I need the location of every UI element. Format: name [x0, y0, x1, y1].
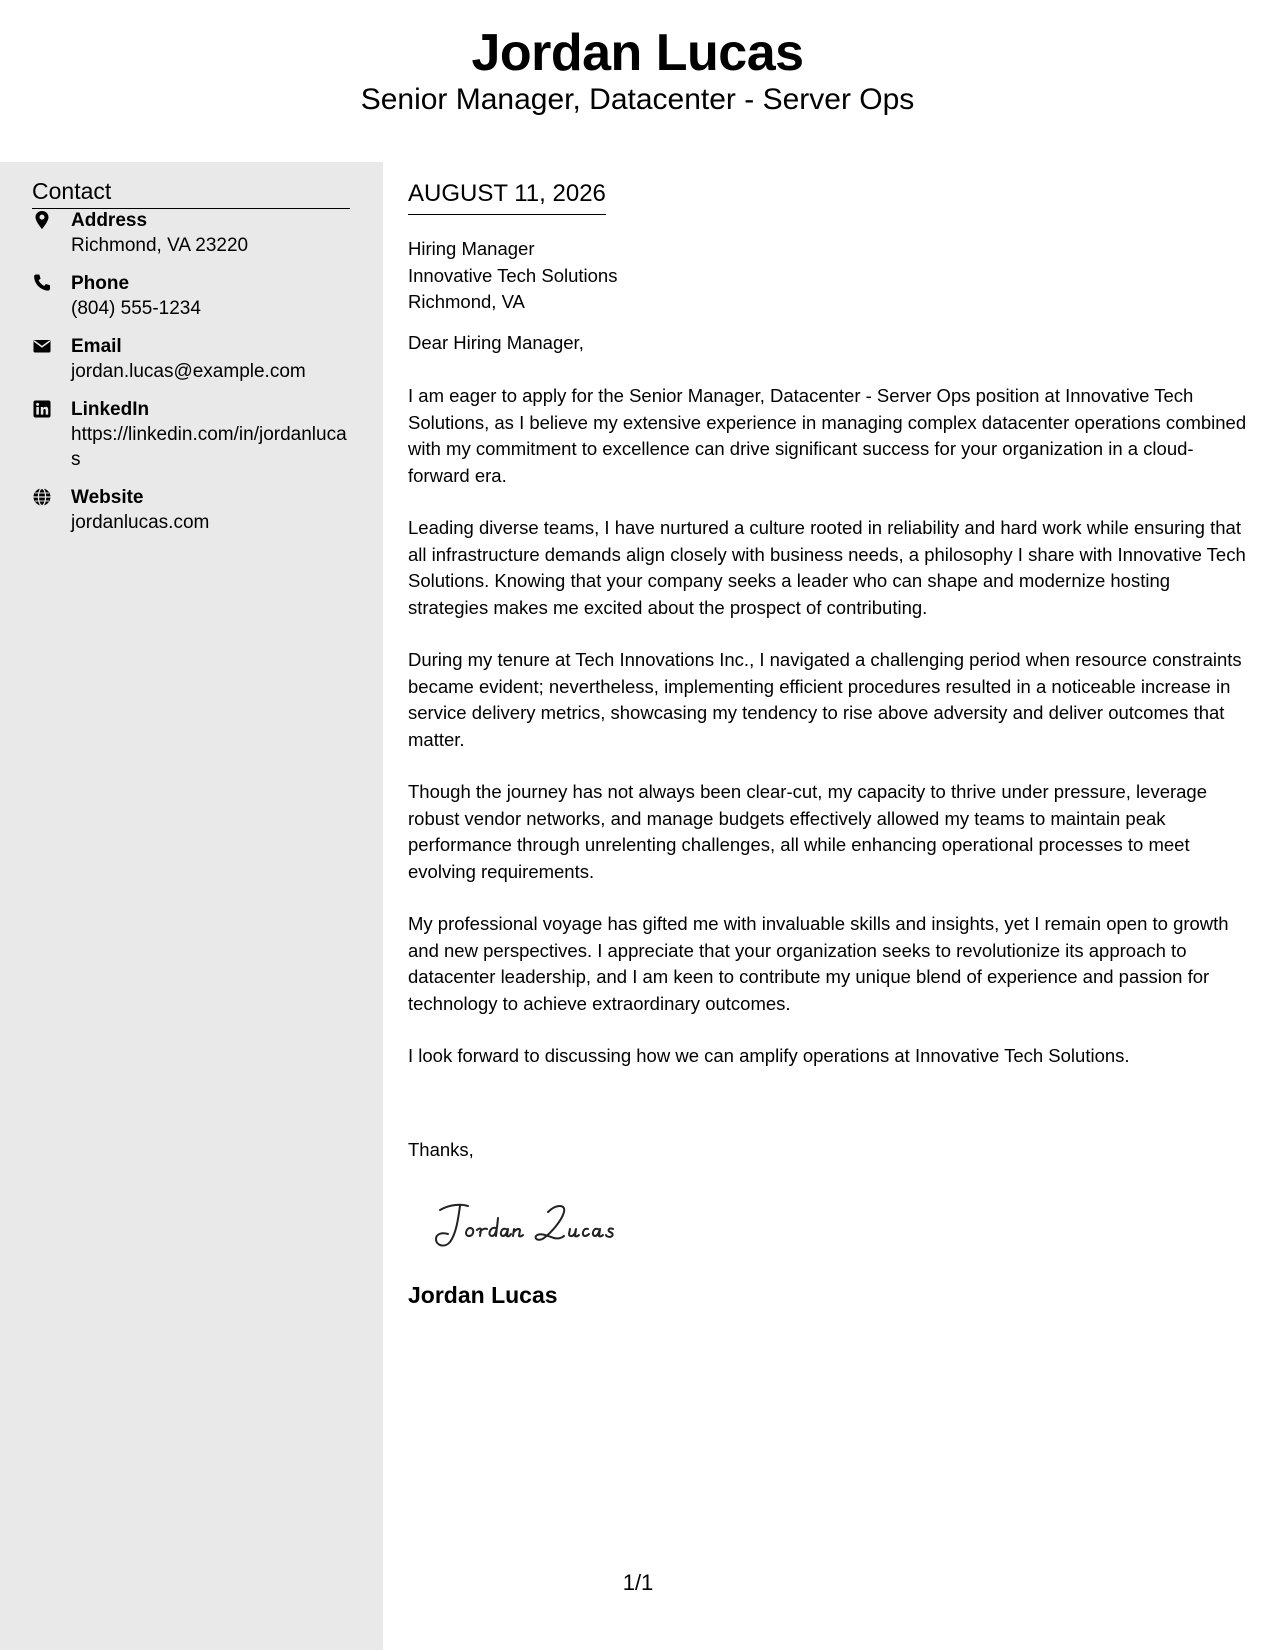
applicant-title: Senior Manager, Datacenter - Server Ops [360, 83, 915, 116]
paragraph: During my tenure at Tech Innovations Inc., I navigated a challenging period when resource constraints became evident; nevertheless, implementing efficient procedures resulted in a noticeable increase in service delivery metrics, showcasing my tendency to rise above adversity and deliver outcomes that matter. [408, 649, 1242, 750]
contact-sidebar [0, 162, 383, 1650]
map-pin-icon [32, 210, 56, 234]
paragraph: My professional voyage has gifted me with invaluable skills and insights, yet I remain open to growth and new perspectives. I appreciate that your organization seeks to revolutionize its approach to datacenter leadership, and I am keen to contribute my unique blend of experience and passion for technology to achieve extraordinary outcomes. [408, 913, 1229, 1014]
phone-icon [32, 273, 56, 297]
paragraph: Though the journey has not always been clear-cut, my capacity to thrive under pressure, leverage robust vendor networks, and manage budgets effectively allowed my teams to maintain peak performance through unrelenting challenges, all while enhancing operational processes to meet evolving requirements. [408, 781, 1208, 882]
contact-heading: Contact [32, 176, 350, 209]
contact-label: Email [71, 336, 122, 357]
paragraph: Leading diverse teams, I have nurtured a culture rooted in reliability and hard work while ensuring that all infrastructure demands align closely with business needs, a philosophy I share with Innovative Tech Solutions. Knowing that your company seeks a leader who can shape and modernize hosting strategies makes me excited about the prospect of contributing. [408, 517, 1246, 618]
recipient-line: Richmond, VA [408, 291, 525, 312]
letter-header [0, 0, 1275, 160]
contact-value: https://linkedin.com/in/jordanlucas [71, 424, 347, 470]
paragraph: I am eager to apply for the Senior Manager, Datacenter - Server Ops position at Innovative Tech Solutions, as I believe my extensive experience in managing complex datacenter operations combined with my commitment to excellence can drive significant success for your organization in a cloud-forward era. [408, 385, 1247, 486]
letter-date: AUGUST 11, 2026 [408, 178, 606, 215]
applicant-name: Jordan Lucas [471, 24, 804, 82]
recipient-line: Innovative Tech Solutions [408, 264, 618, 286]
greeting: Dear Hiring Manager, [408, 332, 584, 353]
recipient-line: Hiring Manager [408, 238, 535, 259]
contact-label: Address [71, 210, 148, 231]
linkedin-icon [32, 399, 56, 423]
contact-value: Richmond, VA 23220 [71, 235, 249, 256]
contact-value: (804) 555-1234 [71, 298, 201, 319]
globe-icon [32, 487, 56, 511]
contact-label: Website [71, 487, 144, 508]
paragraph: I look forward to discussing how we can amplify operations at Innovative Tech Solutions. [408, 1045, 1130, 1066]
signer-name: Jordan Lucas [408, 1282, 558, 1308]
page-number: 1/1 [622, 1570, 654, 1595]
contact-label: Phone [71, 273, 130, 294]
contact-label: LinkedIn [71, 399, 150, 420]
handwritten-signature [430, 1192, 670, 1262]
recipient-block [408, 236, 617, 316]
contact-value: jordan.lucas@example.com [71, 361, 306, 382]
contact-value: jordanlucas.com [71, 512, 210, 533]
closing: Thanks, [408, 1139, 474, 1160]
envelope-icon [32, 336, 56, 360]
